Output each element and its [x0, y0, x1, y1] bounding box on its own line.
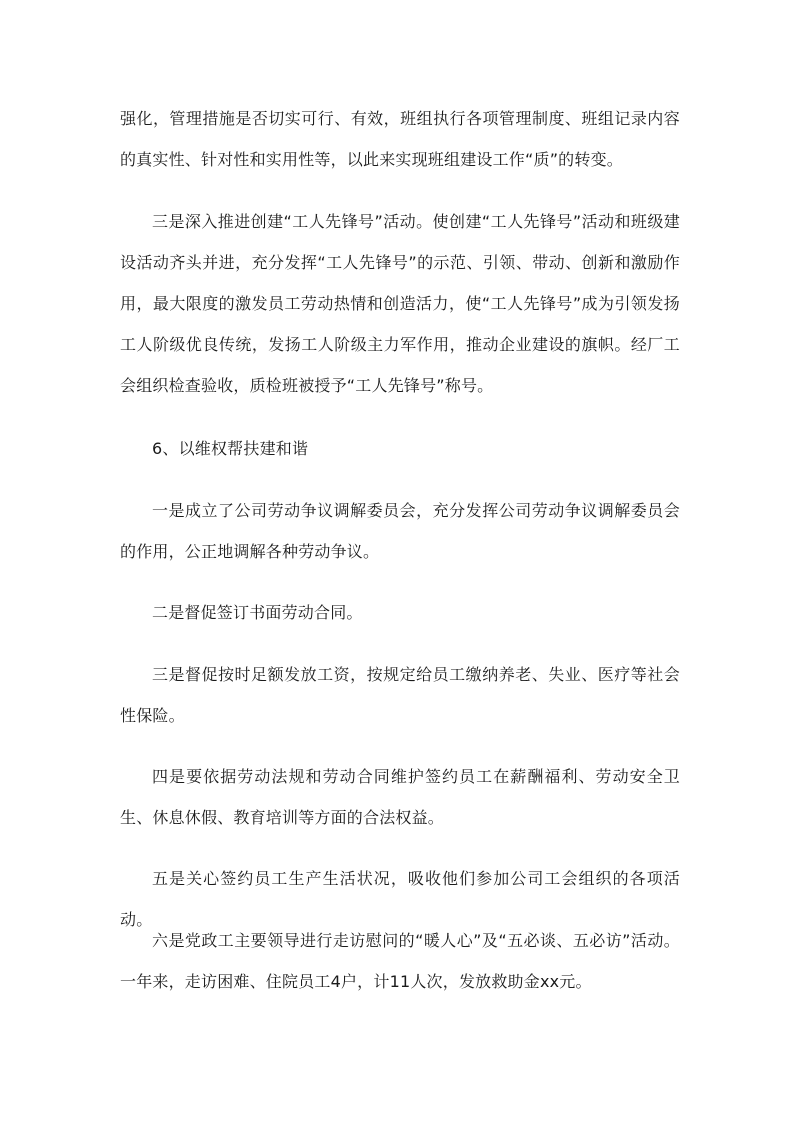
- paragraph-wages: [120, 654, 680, 736]
- paragraph: 三是督促按时足额发放工资，按规定给员工缴纳养老、失业、医疗等社会性保险。: [120, 665, 680, 725]
- paragraph-mediation: [120, 490, 680, 572]
- paragraph: 六是党政工主要领导进行走访慰问的“暖人心”及“五必谈、五必访”活动。一年来，走访困难、住院员工4户，计11人次，发放救助金xx元。: [120, 931, 680, 991]
- paragraph: 五是关心签约员工生产生活状况，吸收他们参加公司工会组织的各项活动。: [120, 869, 680, 929]
- paragraph: 二是督促签订书面劳动合同。: [152, 603, 363, 622]
- section-heading: [120, 428, 680, 469]
- paragraph-contract: [120, 592, 680, 633]
- paragraph-worker-pioneer: [120, 201, 680, 406]
- paragraph-rights: [120, 756, 680, 838]
- paragraph: 三是深入推进创建“工人先锋号”活动。使创建“工人先锋号”活动和班级建设活动齐头并进，充分发挥“工人先锋号”的示范、引领、带动、创新和激励作用，最大限度的激发员工劳动热情和创造活力，使“工人先锋号”成为引领发扬工人阶级优良传统，发扬工人阶级主力军作用，推动企业建设的旗帜。经厂工会组织检查验收，质检班被授予“工人先锋号”称号。: [120, 212, 680, 395]
- paragraph: 强化，管理措施是否切实可行、有效，班组执行各项管理制度、班组记录内容的真实性、针对性和实用性等，以此来实现班组建设工作“质”的转变。: [120, 109, 680, 169]
- section-title: 6、以维权帮扶建和谐: [152, 439, 309, 458]
- paragraph: 一是成立了公司劳动争议调解委员会，充分发挥公司劳动争议调解委员会的作用，公正地调解各种劳动争议。: [120, 501, 680, 561]
- paragraph-continuation: [120, 98, 680, 180]
- paragraph: 四是要依据劳动法规和劳动合同维护签约员工在薪酬福利、劳动安全卫生、休息休假、教育培训等方面的合法权益。: [120, 767, 680, 827]
- paragraph-visits: [120, 920, 680, 1002]
